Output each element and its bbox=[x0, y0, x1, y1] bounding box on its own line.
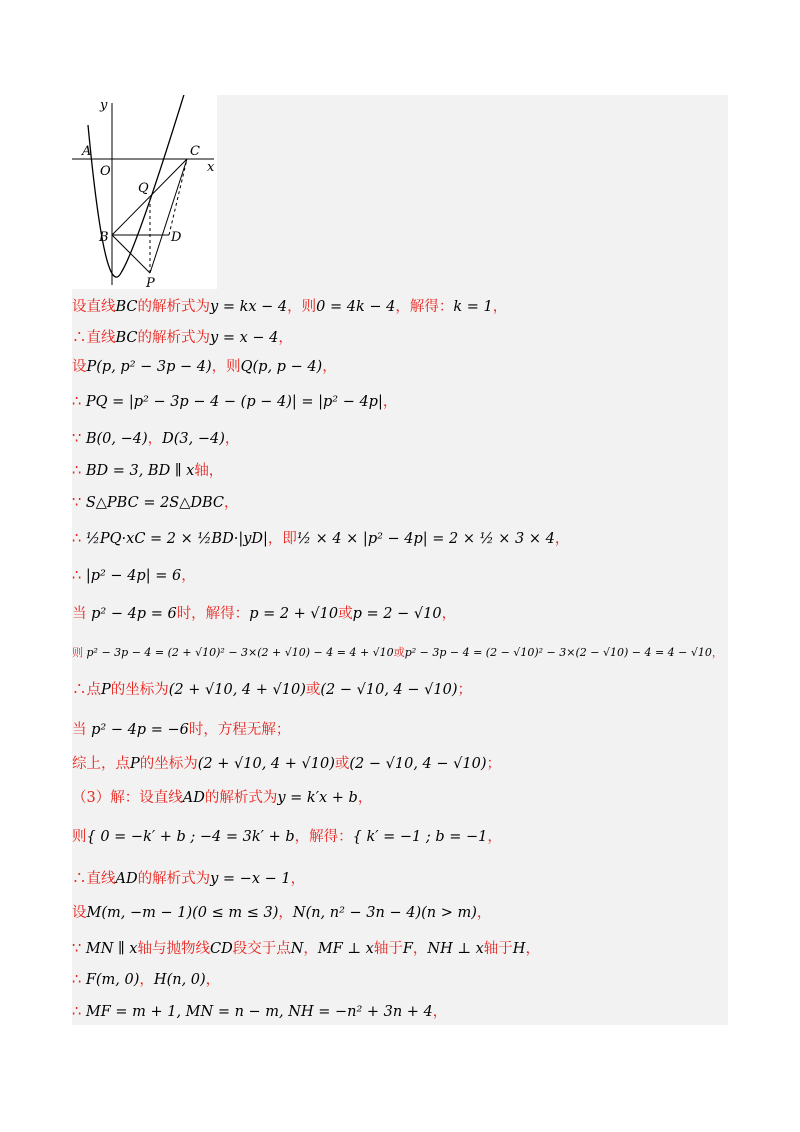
step-text: （3）解：设直线 bbox=[72, 790, 183, 806]
math-expression: P bbox=[130, 756, 140, 772]
math-expression: B(0, −4) bbox=[85, 431, 148, 447]
solution-line bbox=[72, 970, 220, 990]
step-text: ∴ bbox=[72, 1004, 86, 1020]
math-expression: S△PBC = 2S△DBC bbox=[85, 495, 225, 511]
step-text: ∴直线 bbox=[72, 330, 116, 346]
solution-line bbox=[72, 328, 293, 348]
label-q: Q bbox=[138, 181, 149, 196]
math-expression: y = kx − 4 bbox=[210, 299, 288, 315]
step-text: ∴ bbox=[72, 972, 86, 988]
math-expression: NH ⊥ x bbox=[427, 941, 484, 957]
solution-line bbox=[72, 827, 502, 847]
label-x: x bbox=[207, 160, 215, 175]
math-expression: (2 − √10, 4 − √10) bbox=[320, 682, 458, 698]
step-text: ， bbox=[290, 871, 306, 887]
math-expression: p² − 4p = −6 bbox=[91, 722, 189, 738]
math-expression: PQ = |p² − 3p − 4 − (p − 4)| = |p² − 4p| bbox=[85, 394, 383, 410]
step-text: 或 bbox=[334, 756, 350, 772]
step-text: ，则 bbox=[287, 299, 317, 315]
step-text: ，解得： bbox=[395, 299, 454, 315]
step-text: ， bbox=[382, 394, 398, 410]
label-c: C bbox=[190, 144, 200, 159]
label-b: B bbox=[99, 230, 109, 245]
step-text: ， bbox=[322, 359, 337, 375]
solution-line bbox=[72, 429, 239, 449]
step-text: 的解析式为 bbox=[204, 790, 278, 806]
step-text: ， bbox=[224, 431, 240, 447]
math-expression: N bbox=[290, 941, 304, 957]
step-text: 当 bbox=[72, 606, 92, 622]
step-text: ∵ bbox=[72, 495, 86, 511]
solution-line bbox=[72, 604, 456, 624]
solution-line bbox=[72, 680, 472, 700]
step-text: 时，方程无解； bbox=[188, 722, 291, 738]
math-expression: p² − 3p − 4 = (2 − √10)² − 3×(2 − √10) − 4 = 4 − √10 bbox=[404, 646, 712, 659]
label-p: P bbox=[146, 276, 155, 289]
step-text: ， bbox=[357, 790, 373, 806]
label-d: D bbox=[171, 230, 182, 245]
math-expression: |p² − 4p| = 6 bbox=[85, 568, 182, 584]
math-expression: D(3, −4) bbox=[162, 431, 225, 447]
solution-line bbox=[72, 392, 397, 412]
step-text: ∴点 bbox=[72, 682, 101, 698]
step-text: ，则 bbox=[211, 359, 241, 375]
math-expression: CD bbox=[209, 941, 233, 957]
step-text: ， bbox=[441, 606, 457, 622]
math-expression: (2 + √10, 4 + √10) bbox=[168, 682, 306, 698]
math-expression: AD bbox=[182, 790, 205, 806]
math-expression: Q(p, p − 4) bbox=[240, 359, 323, 375]
math-expression: p = 2 − √10 bbox=[352, 606, 442, 622]
math-expression: k = 1 bbox=[453, 299, 493, 315]
step-text: ，即 bbox=[267, 531, 297, 547]
math-expression: MF = m + 1, MN = n − m, NH = −n² + 3n + 4 bbox=[85, 1004, 433, 1020]
line-dc-dashed bbox=[169, 159, 187, 235]
step-text: ∴ bbox=[72, 531, 86, 547]
step-text: ， bbox=[181, 568, 196, 584]
step-text: 时，解得： bbox=[176, 606, 250, 622]
math-expression: F bbox=[402, 941, 413, 957]
step-text: 或 bbox=[393, 646, 405, 659]
step-text: 轴， bbox=[194, 463, 224, 479]
math-expression: { 0 = −k′ + b ; −4 = 3k′ + b bbox=[86, 829, 295, 845]
step-text: ， bbox=[412, 941, 428, 957]
math-expression: M(m, −m − 1)(0 ≤ m ≤ 3) bbox=[86, 905, 279, 921]
step-text: 设 bbox=[72, 359, 87, 375]
solution-line bbox=[72, 493, 239, 513]
step-text: 或 bbox=[305, 682, 321, 698]
solution-line bbox=[72, 297, 507, 317]
label-o: O bbox=[100, 164, 111, 179]
step-text: ， bbox=[147, 431, 163, 447]
step-text: 轴于 bbox=[373, 941, 403, 957]
solution-line bbox=[72, 754, 501, 774]
step-text: 则 bbox=[72, 829, 87, 845]
step-text: ∵ bbox=[72, 941, 86, 957]
step-text: ， bbox=[432, 1004, 448, 1020]
step-text: ∵ bbox=[72, 431, 86, 447]
step-text: ， bbox=[554, 531, 570, 547]
solution-line bbox=[72, 357, 337, 377]
math-expression: MF ⊥ x bbox=[317, 941, 374, 957]
step-text: 的坐标为 bbox=[139, 756, 198, 772]
step-text: ， bbox=[492, 299, 508, 315]
solution-line bbox=[72, 529, 569, 549]
step-text: ， bbox=[487, 829, 502, 845]
math-expression: (2 + √10, 4 + √10) bbox=[197, 756, 335, 772]
math-expression: { k′ = −1 ; b = −1 bbox=[352, 829, 488, 845]
step-text: 则 bbox=[72, 646, 87, 659]
math-expression: BC bbox=[115, 330, 138, 346]
math-expression: (2 − √10, 4 − √10) bbox=[349, 756, 487, 772]
step-text: 设 bbox=[72, 905, 87, 921]
solution-line bbox=[72, 1002, 447, 1022]
step-text: 段交于点 bbox=[232, 941, 291, 957]
step-text: ； bbox=[486, 756, 501, 772]
math-expression: ½PQ·xC = 2 × ½BD·|yD| bbox=[85, 531, 268, 547]
math-expression: BC bbox=[115, 299, 138, 315]
solution-line bbox=[72, 869, 305, 889]
math-expression: P(p, p² − 3p − 4) bbox=[86, 359, 212, 375]
step-text: 的解析式为 bbox=[137, 871, 211, 887]
step-text: ， bbox=[139, 972, 154, 988]
math-expression: BD = 3, BD ∥ x bbox=[85, 463, 195, 479]
label-a: A bbox=[82, 144, 92, 159]
math-expression: y = k′x + b bbox=[277, 790, 358, 806]
step-text: 的坐标为 bbox=[110, 682, 169, 698]
step-text: 轴与抛物线 bbox=[137, 941, 210, 957]
solution-line bbox=[72, 720, 290, 740]
step-text: ∴直线 bbox=[72, 871, 116, 887]
step-text: 的解析式为 bbox=[137, 330, 211, 346]
step-text: 的解析式为 bbox=[137, 299, 211, 315]
line-pc bbox=[150, 159, 187, 273]
step-text: 轴于 bbox=[483, 941, 513, 957]
step-text: 当 bbox=[72, 722, 92, 738]
math-expression: 0 = 4k − 4 bbox=[316, 299, 396, 315]
step-text: 设直线 bbox=[72, 299, 116, 315]
step-text: ∴ bbox=[72, 394, 86, 410]
step-text: ， bbox=[711, 646, 723, 659]
step-text: ∴ bbox=[72, 568, 86, 584]
parabola-figure bbox=[72, 95, 217, 289]
step-text: ∴ bbox=[72, 463, 86, 479]
step-text: ， bbox=[476, 905, 492, 921]
math-expression: MN ∥ x bbox=[85, 941, 138, 957]
step-text: ， bbox=[205, 972, 221, 988]
solution-line bbox=[72, 461, 223, 481]
step-text: ，解得： bbox=[294, 829, 353, 845]
math-expression: y = x − 4 bbox=[210, 330, 279, 346]
step-text: ； bbox=[457, 682, 472, 698]
step-text: ， bbox=[224, 495, 239, 511]
math-expression: p² − 3p − 4 = (2 + √10)² − 3×(2 + √10) − 4 = 4 + √10 bbox=[86, 646, 394, 659]
math-expression: N(n, n² − 3n − 4)(n > m) bbox=[292, 905, 477, 921]
line-bp bbox=[112, 235, 150, 273]
solution-line bbox=[72, 903, 491, 923]
math-expression: y = −x − 1 bbox=[210, 871, 291, 887]
math-expression: H(n, 0) bbox=[153, 972, 206, 988]
step-text: ， bbox=[525, 941, 540, 957]
solution-line bbox=[72, 788, 372, 808]
solution-line bbox=[72, 643, 723, 663]
math-expression: H bbox=[512, 941, 526, 957]
label-y: y bbox=[100, 98, 108, 113]
step-text: ， bbox=[303, 941, 318, 957]
step-text: ， bbox=[278, 330, 293, 346]
solution-line bbox=[72, 566, 196, 586]
step-text: ， bbox=[278, 905, 293, 921]
math-expression: ½ × 4 × |p² − 4p| = 2 × ½ × 3 × 4 bbox=[296, 531, 555, 547]
math-expression: p = 2 + √10 bbox=[249, 606, 339, 622]
math-expression: P bbox=[101, 682, 111, 698]
math-expression: AD bbox=[115, 871, 138, 887]
parabola-diagram bbox=[72, 95, 217, 289]
solution-line bbox=[72, 939, 540, 959]
step-text: 综上，点 bbox=[72, 756, 130, 772]
math-expression: p² − 4p = 6 bbox=[91, 606, 177, 622]
step-text: 或 bbox=[338, 606, 353, 622]
math-expression: F(m, 0) bbox=[85, 972, 140, 988]
